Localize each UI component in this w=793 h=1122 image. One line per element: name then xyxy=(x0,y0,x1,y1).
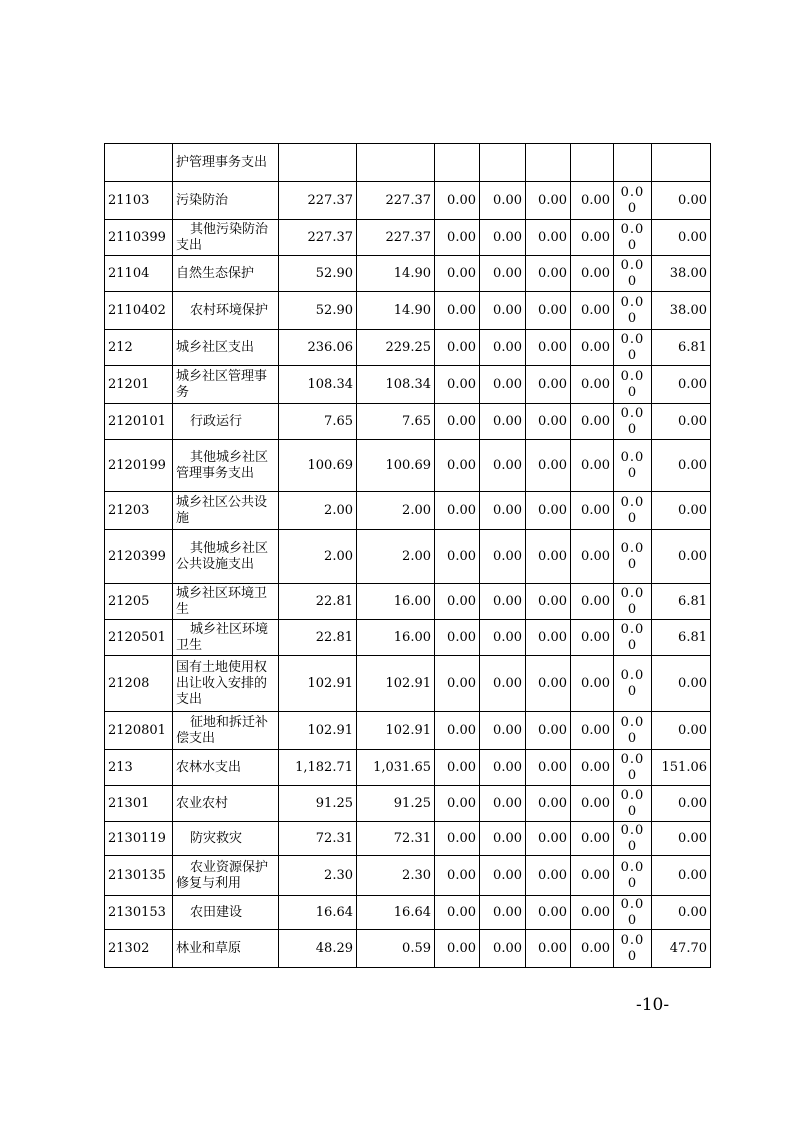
amount-cell: 0.00 xyxy=(571,366,614,404)
table-row xyxy=(105,220,711,256)
table-row xyxy=(105,492,711,530)
narrow-amount-text: 0.00 xyxy=(620,294,645,326)
subject-name-cell: 污染防治 xyxy=(173,182,279,220)
subject-code-cell: 2120199 xyxy=(105,440,173,492)
narrow-amount-text: 0.00 xyxy=(620,667,645,699)
project-expenditure-cell: 0.00 xyxy=(652,786,711,822)
amount-cell: 0.00 xyxy=(526,856,571,896)
subject-name-cell: 城乡社区管理事务 xyxy=(173,366,279,404)
subject-name-cell: 农业资源保护修复与利用 xyxy=(173,856,279,896)
amount-cell: 0.00 xyxy=(526,220,571,256)
table-row xyxy=(105,656,711,712)
narrow-amount-cell xyxy=(614,620,652,656)
narrow-amount-cell xyxy=(614,330,652,366)
amount-cell: 0.00 xyxy=(435,530,480,584)
narrow-amount-text: 0.00 xyxy=(620,585,645,617)
project-expenditure-cell: 0.00 xyxy=(652,712,711,750)
amount-cell: 0.00 xyxy=(480,712,526,750)
amount-cell: 0.00 xyxy=(571,712,614,750)
amount-cell: 0.00 xyxy=(571,620,614,656)
amount-cell: 0.00 xyxy=(571,330,614,366)
table-row xyxy=(105,712,711,750)
basic-expenditure-cell: 227.37 xyxy=(357,182,435,220)
amount-cell: 0.00 xyxy=(480,620,526,656)
project-expenditure-cell: 151.06 xyxy=(652,750,711,786)
amount-cell: 0.00 xyxy=(435,822,480,856)
basic-expenditure-cell: 100.69 xyxy=(357,440,435,492)
subject-code-cell: 2120501 xyxy=(105,620,173,656)
amount-cell: 0.00 xyxy=(480,822,526,856)
narrow-amount-cell xyxy=(614,822,652,856)
narrow-amount-text: 0.00 xyxy=(620,257,645,289)
total-amount-cell: 16.64 xyxy=(279,896,357,930)
amount-cell: 0.00 xyxy=(480,492,526,530)
narrow-amount-text: 0.00 xyxy=(620,184,645,216)
amount-cell: 0.00 xyxy=(571,786,614,822)
narrow-amount-text: 0.00 xyxy=(620,540,645,572)
table-row xyxy=(105,786,711,822)
subject-code-cell: 2120399 xyxy=(105,530,173,584)
subject-code-cell: 21208 xyxy=(105,656,173,712)
narrow-amount-cell xyxy=(614,896,652,930)
project-expenditure-cell: 0.00 xyxy=(652,530,711,584)
subject-code-cell: 21302 xyxy=(105,930,173,968)
amount-cell xyxy=(571,144,614,182)
basic-expenditure-cell: 91.25 xyxy=(357,786,435,822)
amount-cell: 0.00 xyxy=(571,182,614,220)
total-amount-cell: 22.81 xyxy=(279,620,357,656)
project-expenditure-cell: 6.81 xyxy=(652,620,711,656)
amount-cell: 0.00 xyxy=(480,404,526,440)
subject-name-cell: 城乡社区环境卫生 xyxy=(173,584,279,620)
narrow-amount-cell xyxy=(614,712,652,750)
total-amount-cell: 2.00 xyxy=(279,530,357,584)
project-expenditure-cell: 38.00 xyxy=(652,256,711,292)
basic-expenditure-cell: 108.34 xyxy=(357,366,435,404)
total-amount-cell: 2.00 xyxy=(279,492,357,530)
basic-expenditure-cell: 0.59 xyxy=(357,930,435,968)
project-expenditure-cell: 47.70 xyxy=(652,930,711,968)
narrow-amount-cell xyxy=(614,584,652,620)
narrow-amount-cell xyxy=(614,492,652,530)
subject-name-cell: 防灾救灾 xyxy=(173,822,279,856)
total-amount-cell: 52.90 xyxy=(279,256,357,292)
amount-cell: 0.00 xyxy=(480,656,526,712)
amount-cell: 0.00 xyxy=(435,182,480,220)
project-expenditure-cell: 0.00 xyxy=(652,822,711,856)
page-number: -10- xyxy=(636,995,670,1015)
subject-name-cell: 其他污染防治支出 xyxy=(173,220,279,256)
narrow-amount-text: 0.00 xyxy=(620,621,645,653)
narrow-amount-text: 0.00 xyxy=(620,494,645,526)
subject-code-cell: 212 xyxy=(105,330,173,366)
amount-cell: 0.00 xyxy=(571,220,614,256)
project-expenditure-cell: 6.81 xyxy=(652,330,711,366)
amount-cell: 0.00 xyxy=(571,440,614,492)
basic-expenditure-cell: 16.00 xyxy=(357,584,435,620)
amount-cell: 0.00 xyxy=(480,220,526,256)
subject-code-cell: 21104 xyxy=(105,256,173,292)
project-expenditure-cell: 0.00 xyxy=(652,366,711,404)
narrow-amount-text: 0.00 xyxy=(620,787,645,819)
table-row xyxy=(105,620,711,656)
subject-name-cell: 其他城乡社区管理事务支出 xyxy=(173,440,279,492)
amount-cell: 0.00 xyxy=(571,292,614,330)
subject-code-cell: 21103 xyxy=(105,182,173,220)
amount-cell: 0.00 xyxy=(526,786,571,822)
budget-expenditure-table xyxy=(104,143,711,968)
project-expenditure-cell: 0.00 xyxy=(652,656,711,712)
subject-name-cell: 护管理事务支出 xyxy=(173,144,279,182)
amount-cell: 0.00 xyxy=(571,656,614,712)
amount-cell: 0.00 xyxy=(571,896,614,930)
table-row xyxy=(105,856,711,896)
amount-cell: 0.00 xyxy=(480,896,526,930)
total-amount-cell: 2.30 xyxy=(279,856,357,896)
amount-cell: 0.00 xyxy=(526,492,571,530)
basic-expenditure-cell: 14.90 xyxy=(357,292,435,330)
narrow-amount-text: 0.00 xyxy=(620,714,645,746)
amount-cell: 0.00 xyxy=(435,584,480,620)
amount-cell: 0.00 xyxy=(480,584,526,620)
basic-expenditure-cell: 227.37 xyxy=(357,220,435,256)
project-expenditure-cell: 0.00 xyxy=(652,896,711,930)
amount-cell: 0.00 xyxy=(435,404,480,440)
subject-code-cell: 21205 xyxy=(105,584,173,620)
project-expenditure-cell: 38.00 xyxy=(652,292,711,330)
amount-cell: 0.00 xyxy=(526,712,571,750)
basic-expenditure-cell: 72.31 xyxy=(357,822,435,856)
narrow-amount-text: 0.00 xyxy=(620,751,645,783)
table-row xyxy=(105,144,711,182)
narrow-amount-cell xyxy=(614,930,652,968)
table-row xyxy=(105,292,711,330)
subject-code-cell: 2130119 xyxy=(105,822,173,856)
narrow-amount-cell xyxy=(614,144,652,182)
amount-cell: 0.00 xyxy=(526,822,571,856)
amount-cell: 0.00 xyxy=(480,256,526,292)
total-amount-cell: 7.65 xyxy=(279,404,357,440)
amount-cell xyxy=(480,144,526,182)
table-row xyxy=(105,822,711,856)
amount-cell: 0.00 xyxy=(435,620,480,656)
subject-code-cell: 213 xyxy=(105,750,173,786)
amount-cell: 0.00 xyxy=(435,220,480,256)
subject-name-cell: 城乡社区支出 xyxy=(173,330,279,366)
amount-cell: 0.00 xyxy=(480,786,526,822)
basic-expenditure-cell: 2.30 xyxy=(357,856,435,896)
amount-cell: 0.00 xyxy=(480,330,526,366)
amount-cell: 0.00 xyxy=(526,404,571,440)
project-expenditure-cell xyxy=(652,144,711,182)
narrow-amount-cell xyxy=(614,856,652,896)
total-amount-cell: 52.90 xyxy=(279,292,357,330)
narrow-amount-cell xyxy=(614,750,652,786)
amount-cell: 0.00 xyxy=(435,712,480,750)
narrow-amount-text: 0.00 xyxy=(620,449,645,481)
amount-cell xyxy=(435,144,480,182)
subject-name-cell: 林业和草原 xyxy=(173,930,279,968)
basic-expenditure-cell: 102.91 xyxy=(357,712,435,750)
basic-expenditure-cell: 102.91 xyxy=(357,656,435,712)
narrow-amount-text: 0.00 xyxy=(620,859,645,891)
narrow-amount-cell xyxy=(614,220,652,256)
amount-cell: 0.00 xyxy=(435,930,480,968)
amount-cell: 0.00 xyxy=(435,492,480,530)
amount-cell: 0.00 xyxy=(526,750,571,786)
amount-cell: 0.00 xyxy=(480,182,526,220)
amount-cell: 0.00 xyxy=(526,292,571,330)
project-expenditure-cell: 0.00 xyxy=(652,856,711,896)
table-row xyxy=(105,366,711,404)
narrow-amount-cell xyxy=(614,366,652,404)
amount-cell: 0.00 xyxy=(571,530,614,584)
amount-cell: 0.00 xyxy=(435,292,480,330)
amount-cell xyxy=(526,144,571,182)
budget-table-container xyxy=(104,143,711,968)
narrow-amount-cell xyxy=(614,656,652,712)
amount-cell: 0.00 xyxy=(435,856,480,896)
amount-cell: 0.00 xyxy=(571,404,614,440)
narrow-amount-text: 0.00 xyxy=(620,405,645,437)
amount-cell: 0.00 xyxy=(526,584,571,620)
table-row xyxy=(105,440,711,492)
amount-cell: 0.00 xyxy=(571,930,614,968)
subject-name-cell: 城乡社区公共设施 xyxy=(173,492,279,530)
narrow-amount-cell xyxy=(614,786,652,822)
subject-name-cell: 自然生态保护 xyxy=(173,256,279,292)
amount-cell: 0.00 xyxy=(571,822,614,856)
subject-code-cell: 2130135 xyxy=(105,856,173,896)
subject-name-cell: 城乡社区环境卫生 xyxy=(173,620,279,656)
subject-code-cell xyxy=(105,144,173,182)
amount-cell: 0.00 xyxy=(435,896,480,930)
amount-cell: 0.00 xyxy=(526,440,571,492)
amount-cell: 0.00 xyxy=(480,750,526,786)
amount-cell: 0.00 xyxy=(526,182,571,220)
table-row xyxy=(105,330,711,366)
project-expenditure-cell: 0.00 xyxy=(652,440,711,492)
table-row xyxy=(105,182,711,220)
amount-cell: 0.00 xyxy=(526,656,571,712)
project-expenditure-cell: 0.00 xyxy=(652,182,711,220)
subject-code-cell: 21203 xyxy=(105,492,173,530)
basic-expenditure-cell xyxy=(357,144,435,182)
basic-expenditure-cell: 2.00 xyxy=(357,530,435,584)
amount-cell: 0.00 xyxy=(435,256,480,292)
table-row xyxy=(105,530,711,584)
subject-code-cell: 2130153 xyxy=(105,896,173,930)
narrow-amount-cell xyxy=(614,404,652,440)
total-amount-cell: 227.37 xyxy=(279,220,357,256)
total-amount-cell xyxy=(279,144,357,182)
narrow-amount-text: 0.00 xyxy=(620,368,645,400)
subject-name-cell: 其他城乡社区公共设施支出 xyxy=(173,530,279,584)
amount-cell: 0.00 xyxy=(435,750,480,786)
basic-expenditure-cell: 7.65 xyxy=(357,404,435,440)
narrow-amount-cell xyxy=(614,182,652,220)
subject-name-cell: 国有土地使用权出让收入安排的支出 xyxy=(173,656,279,712)
amount-cell: 0.00 xyxy=(480,856,526,896)
amount-cell: 0.00 xyxy=(526,930,571,968)
total-amount-cell: 236.06 xyxy=(279,330,357,366)
subject-code-cell: 2110399 xyxy=(105,220,173,256)
amount-cell: 0.00 xyxy=(435,656,480,712)
amount-cell: 0.00 xyxy=(480,930,526,968)
table-row xyxy=(105,750,711,786)
table-row xyxy=(105,584,711,620)
subject-name-cell: 征地和拆迁补偿支出 xyxy=(173,712,279,750)
amount-cell: 0.00 xyxy=(480,440,526,492)
amount-cell: 0.00 xyxy=(480,292,526,330)
amount-cell: 0.00 xyxy=(435,440,480,492)
total-amount-cell: 22.81 xyxy=(279,584,357,620)
amount-cell: 0.00 xyxy=(526,366,571,404)
narrow-amount-cell xyxy=(614,292,652,330)
amount-cell: 0.00 xyxy=(571,750,614,786)
narrow-amount-text: 0.00 xyxy=(620,331,645,363)
total-amount-cell: 102.91 xyxy=(279,656,357,712)
basic-expenditure-cell: 14.90 xyxy=(357,256,435,292)
subject-code-cell: 21301 xyxy=(105,786,173,822)
amount-cell: 0.00 xyxy=(571,856,614,896)
total-amount-cell: 227.37 xyxy=(279,182,357,220)
narrow-amount-cell xyxy=(614,440,652,492)
amount-cell: 0.00 xyxy=(571,492,614,530)
amount-cell: 0.00 xyxy=(526,530,571,584)
amount-cell: 0.00 xyxy=(435,786,480,822)
total-amount-cell: 72.31 xyxy=(279,822,357,856)
amount-cell: 0.00 xyxy=(526,620,571,656)
amount-cell: 0.00 xyxy=(480,530,526,584)
amount-cell: 0.00 xyxy=(435,366,480,404)
table-row xyxy=(105,896,711,930)
basic-expenditure-cell: 16.00 xyxy=(357,620,435,656)
narrow-amount-cell xyxy=(614,256,652,292)
amount-cell: 0.00 xyxy=(480,366,526,404)
total-amount-cell: 102.91 xyxy=(279,712,357,750)
amount-cell: 0.00 xyxy=(526,256,571,292)
project-expenditure-cell: 0.00 xyxy=(652,220,711,256)
subject-name-cell: 农村环境保护 xyxy=(173,292,279,330)
total-amount-cell: 48.29 xyxy=(279,930,357,968)
narrow-amount-text: 0.00 xyxy=(620,221,645,253)
subject-name-cell: 农田建设 xyxy=(173,896,279,930)
narrow-amount-text: 0.00 xyxy=(620,822,645,854)
subject-name-cell: 农林水支出 xyxy=(173,750,279,786)
amount-cell: 0.00 xyxy=(571,256,614,292)
project-expenditure-cell: 6.81 xyxy=(652,584,711,620)
amount-cell: 0.00 xyxy=(526,896,571,930)
subject-code-cell: 21201 xyxy=(105,366,173,404)
subject-code-cell: 2120801 xyxy=(105,712,173,750)
table-row xyxy=(105,930,711,968)
basic-expenditure-cell: 2.00 xyxy=(357,492,435,530)
amount-cell: 0.00 xyxy=(571,584,614,620)
narrow-amount-text: 0.00 xyxy=(620,932,645,964)
project-expenditure-cell: 0.00 xyxy=(652,404,711,440)
table-body xyxy=(105,144,711,968)
total-amount-cell: 108.34 xyxy=(279,366,357,404)
total-amount-cell: 1,182.71 xyxy=(279,750,357,786)
amount-cell: 0.00 xyxy=(435,330,480,366)
subject-name-cell: 行政运行 xyxy=(173,404,279,440)
subject-code-cell: 2110402 xyxy=(105,292,173,330)
total-amount-cell: 91.25 xyxy=(279,786,357,822)
narrow-amount-text: 0.00 xyxy=(620,896,645,928)
table-row xyxy=(105,404,711,440)
table-row xyxy=(105,256,711,292)
amount-cell: 0.00 xyxy=(526,330,571,366)
narrow-amount-cell xyxy=(614,530,652,584)
subject-code-cell: 2120101 xyxy=(105,404,173,440)
subject-name-cell: 农业农村 xyxy=(173,786,279,822)
basic-expenditure-cell: 16.64 xyxy=(357,896,435,930)
basic-expenditure-cell: 1,031.65 xyxy=(357,750,435,786)
project-expenditure-cell: 0.00 xyxy=(652,492,711,530)
total-amount-cell: 100.69 xyxy=(279,440,357,492)
basic-expenditure-cell: 229.25 xyxy=(357,330,435,366)
